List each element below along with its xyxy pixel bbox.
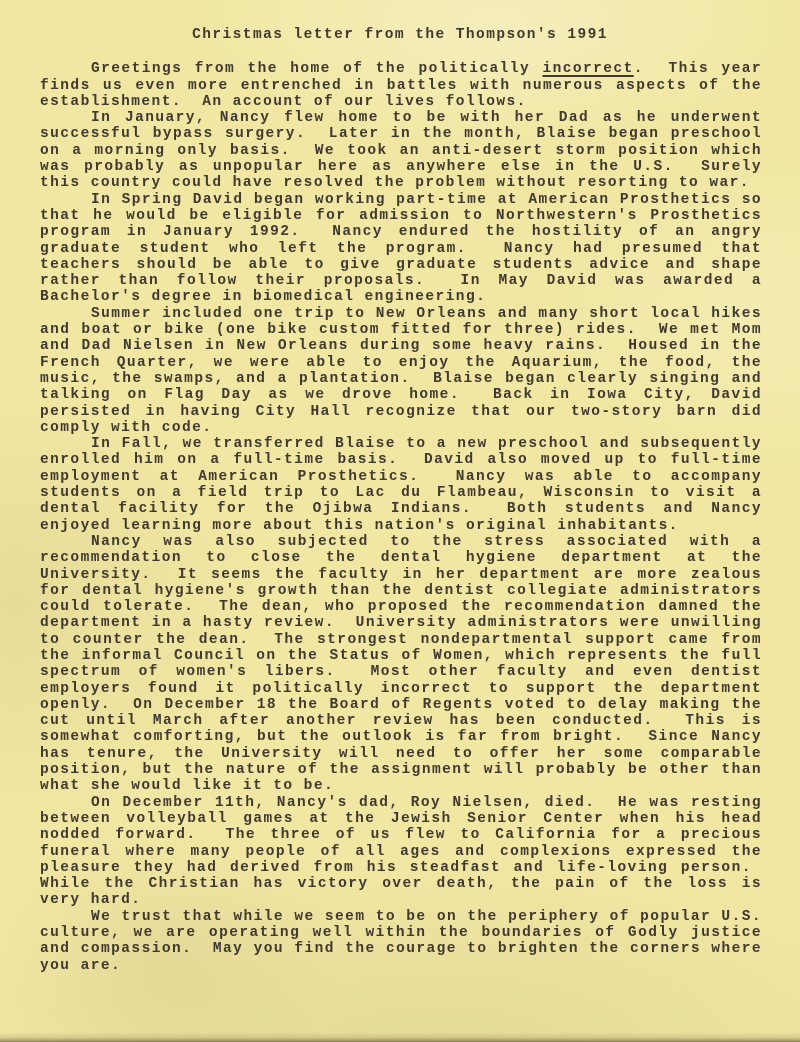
paragraph-greetings xyxy=(40,61,762,110)
scan-bottom-edge-shadow xyxy=(0,1032,800,1042)
paragraph-spring: In Spring David began working part-time at American Prosthetics so that he would be eligible for admission to Northwestern's Prosthetics program in January 1992. Nancy endured the hostility of an angry graduate student who left the program. Nancy had presumed that teachers should be able to give graduate students advice and shape rather than follow their proposals. In May David was awarded a Bachelor's degree in biomedical engineering. xyxy=(40,191,762,306)
paragraph-dental-hygiene: Nancy was also subjected to the stress associated with a recommendation to close the dental hygiene department at the University. It seems the faculty in her department are more zealous for dental hygiene's growth than the dentist collegiate administrators could tolerate. The dean, who proposed the recommendation damned the department in a hasty review. University administrators were unwilling to counter the dean. The strongest nondepartmental support came from the informal Council on the Status of Women, which represents the full spectrum of women's libers. Most other faculty and even dentist employers found it politically incorrect to support the department openly. On December 18 the Board of Regents voted to delay making the cut until March after another review has been conducted. This is somewhat comforting, but the outlook is far from bright. Since Nancy has tenure, the University will need to offer her some comparable position, but the nature of the assignment will probably be other than what she would like it to be. xyxy=(40,533,762,795)
greetings-pre-text: Greetings from the home of the politically xyxy=(91,61,543,78)
paragraph-closing: We trust that while we seem to be on the periphery of popular U.S. culture, we are operating well within the boundaries of Godly justice and compassion. May you find the courage to brighten the corners where you are. xyxy=(40,908,762,974)
paragraph-roy-nielsen: On December 11th, Nancy's dad, Roy Nielsen, died. He was resting between volleyball games at the Jewish Senior Center when his head nodded forward. The three of us flew to California for a precious funeral where many people of all ages and complexions expressed the pleasure they had derived from his steadfast and life-loving person. While the Christian has victory over death, the pain of the loss is very hard. xyxy=(40,794,762,909)
greetings-post-text: . This year finds us even more entrenched in battles with numerous aspects of the establishment. An account of our lives follows. xyxy=(40,61,762,110)
paragraph-summer: Summer included one trip to New Orleans and many short local hikes and boat or bike (one bike custom fitted for three) rides. We met Mom and Dad Nielsen in New Orleans during some heavy rains. Housed in the French Quarter, we were able to enjoy the Aquarium, the food, the music, the swamps, and a plantation. Blaise began clearly singing and talking on Flag Day as we drove home. Back in Iowa City, David persisted in having City Hall recognize that our two-story barn did comply with code. xyxy=(40,305,762,436)
letter-title: Christmas letter from the Thompson's 1991 xyxy=(192,27,608,43)
paragraph-january: In January, Nancy flew home to be with her Dad as he underwent successful bypass surgery. Later in the month, Blaise began preschool on a morning only basis. We took an anti-desert storm position which was probably as unpopular here as anywhere else in the U.S. Surely this country could have resolved the problem without resorting to war. xyxy=(40,110,762,192)
letter-body xyxy=(40,61,762,974)
underlined-word-incorrect: incorrect xyxy=(542,61,634,78)
paragraph-fall: In Fall, we transferred Blaise to a new preschool and subsequently enrolled him on a full-time basis. David also moved up to full-time employment at American Prosthetics. Nancy was able to accompany students on a field trip to Lac du Flambeau, Wisconsin to visit a dental facility for the Ojibwa Indians. Both students and Nancy enjoyed learning more about this nation's original inhabitants. xyxy=(40,436,762,534)
